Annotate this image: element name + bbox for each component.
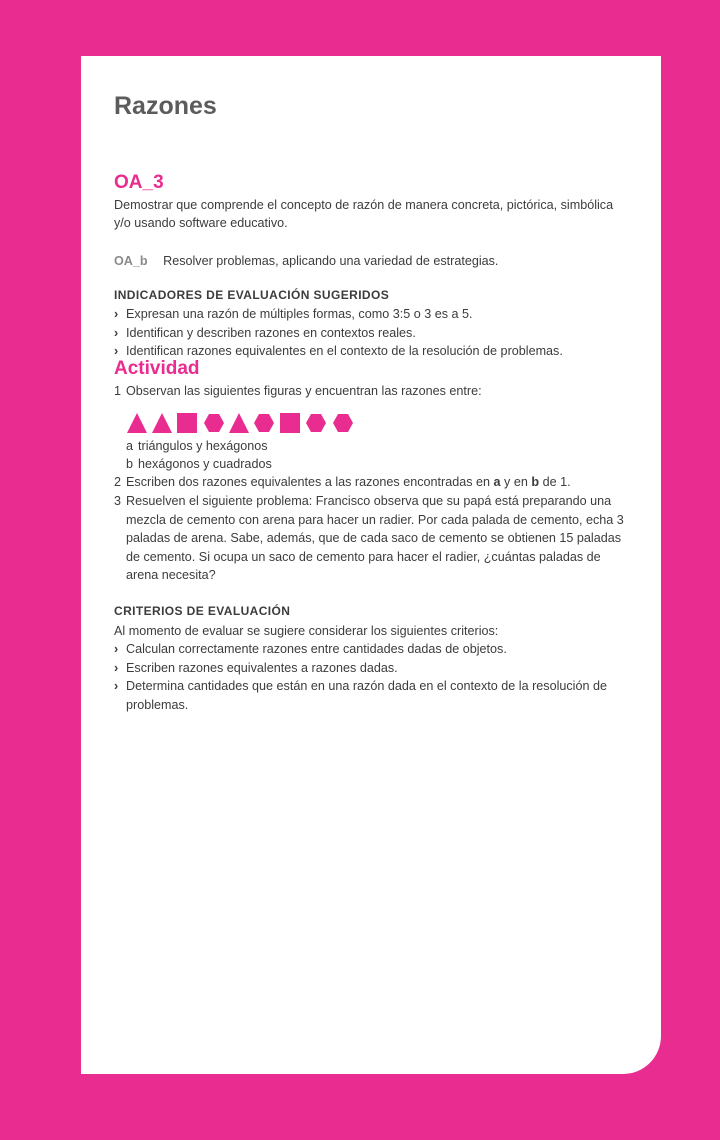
triangle-shape	[152, 413, 172, 433]
list-item: › Identifican y describen razones en contextos reales.	[114, 324, 624, 343]
triangle-shape	[229, 413, 249, 433]
item-number: 1	[114, 384, 122, 398]
list-item: › Expresan una razón de múltiples formas, como 3:5 o 3 es a 5.	[114, 305, 624, 324]
chevron-right-icon: ›	[114, 325, 119, 340]
oa-description: Demostrar que comprende el concepto de razón de manera concreta, pictórica, simbólica y/o usando software educativo.	[114, 198, 614, 230]
list-item: › Identifican razones equivalentes en el contexto de la resolución de problemas.	[114, 342, 624, 361]
indicadores-list	[114, 305, 624, 361]
actividad-item-2	[114, 473, 624, 492]
item-text: Observan las siguientes figuras y encuentran las razones entre:	[126, 384, 482, 398]
list-item: › Escriben razones equivalentes a razones dadas.	[114, 659, 624, 678]
criterios-heading: CRITERIOS DE EVALUACIÓN	[114, 604, 291, 618]
content	[114, 90, 624, 712]
item-text: Escriben dos razones equivalentes a las razones encontradas en a y en b de 1.	[126, 475, 571, 489]
shapes-figure	[127, 412, 367, 434]
chevron-right-icon: ›	[114, 679, 119, 693]
square-shape	[280, 413, 300, 433]
oa-code: OA_3	[114, 172, 164, 193]
sub-item-b: b hexágonos y cuadrados	[126, 457, 272, 471]
oa-b-text: Resolver problemas, aplicando una variedad de estrategias.	[163, 254, 499, 268]
item-number: 3	[114, 494, 122, 508]
oa-b	[114, 252, 498, 270]
actividad-title: Actividad	[114, 358, 200, 379]
oa-b-code: OA_b	[114, 254, 148, 268]
triangle-shape	[127, 413, 147, 433]
item-number: 2	[114, 475, 122, 489]
page-title: Razones	[114, 92, 217, 120]
chevron-right-icon: ›	[114, 307, 119, 321]
chevron-right-icon: ›	[114, 344, 119, 358]
hexagon-shape	[204, 414, 224, 432]
chevron-right-icon: ›	[114, 642, 119, 656]
hexagon-shape	[306, 414, 326, 432]
square-shape	[177, 413, 197, 433]
criterios-list	[114, 640, 624, 714]
actividad-item-3	[114, 492, 624, 585]
chevron-right-icon: ›	[114, 660, 119, 675]
content-card	[81, 56, 661, 1074]
item-text: Resuelven el siguiente problema: Francisco observa que su papá está preparando una mezcla de cemento con arena para hacer un radier. Por cada palada de cemento, echa 3 paladas de arena. Sabe, además, que de cada saco de cemento se obtienen 15 paladas de cemento. Si ocupa un saco de cemento para hacer el radier, ¿cuántas paladas de arena necesita?	[126, 494, 624, 582]
list-item: › Determina cantidades que están en una razón dada en el contexto de la resolución de problemas.	[114, 679, 607, 712]
hexagon-shape	[333, 414, 353, 432]
indicadores-heading: INDICADORES DE EVALUACIÓN SUGERIDOS	[114, 288, 390, 302]
list-item: › Calculan correctamente razones entre cantidades dadas de objetos.	[114, 640, 624, 659]
hexagon-shape	[254, 414, 274, 432]
sub-item-a: a triángulos y hexágonos	[126, 439, 268, 453]
actividad-item-1	[114, 382, 624, 401]
criterios-intro: Al momento de evaluar se sugiere considerar los siguientes criterios:	[114, 624, 499, 638]
